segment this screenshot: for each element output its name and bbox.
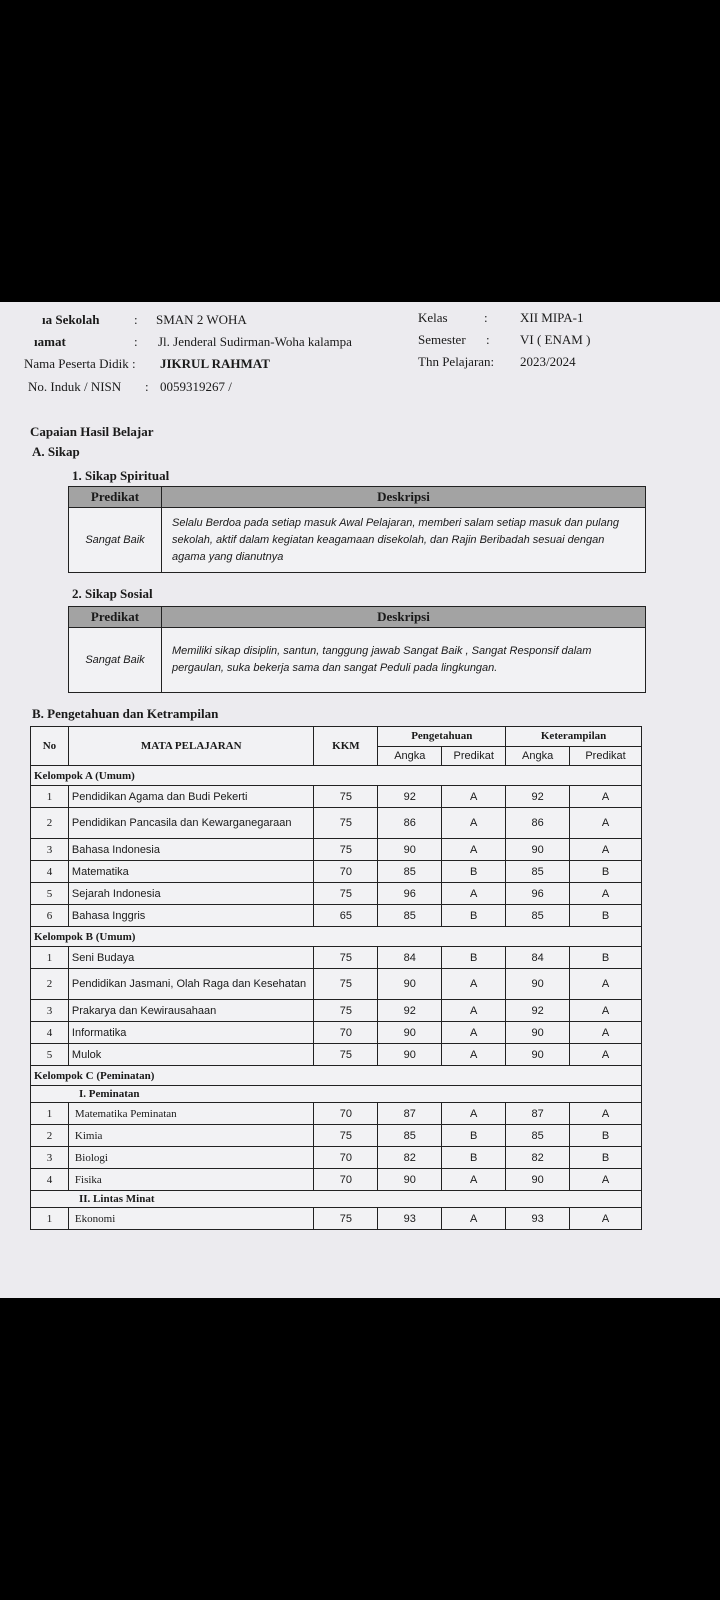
cell-p-predikat: B	[442, 905, 506, 927]
cell-k-predikat: B	[570, 1147, 642, 1169]
class-label: Kelas	[418, 310, 448, 325]
cell-mapel: Biologi	[68, 1147, 314, 1169]
kelompok-c-header-label: Kelompok C (Peminatan)	[31, 1066, 642, 1086]
cell-mapel: Sejarah Indonesia	[68, 883, 314, 905]
cell-k-predikat: A	[570, 1103, 642, 1125]
table-row	[31, 1125, 642, 1147]
nilai-table	[30, 726, 642, 1230]
cell-p-angka: 90	[378, 839, 442, 861]
cell-mapel: Matematika Peminatan	[68, 1103, 314, 1125]
cell-no: 3	[31, 1147, 69, 1169]
table-row	[31, 905, 642, 927]
header-no: No	[31, 727, 69, 766]
col-deskripsi: Deskripsi	[162, 487, 646, 508]
cell-k-predikat: B	[570, 947, 642, 969]
table-row	[31, 808, 642, 839]
cell-no: 2	[31, 808, 69, 839]
table-row	[31, 1000, 642, 1022]
cell-p-predikat: A	[442, 1044, 506, 1066]
cell-kkm: 70	[314, 1103, 378, 1125]
cell-p-predikat: A	[442, 1103, 506, 1125]
peminatan-header	[31, 1086, 642, 1103]
cell-mapel: Informatika	[68, 1022, 314, 1044]
kelompok-a-header	[31, 766, 642, 786]
cell-k-angka: 84	[506, 947, 570, 969]
cell-p-angka: 86	[378, 808, 442, 839]
cell-kkm: 75	[314, 1125, 378, 1147]
cell-mapel: Mulok	[68, 1044, 314, 1066]
cell-no: 4	[31, 1022, 69, 1044]
lintas-minat-header-label: II. Lintas Minat	[31, 1191, 642, 1208]
cell-k-angka: 96	[506, 883, 570, 905]
peminatan-header-label: I. Peminatan	[31, 1086, 642, 1103]
cell-no: 2	[31, 969, 69, 1000]
cell-mapel: Bahasa Indonesia	[68, 839, 314, 861]
cell-p-angka: 92	[378, 786, 442, 808]
cell-k-angka: 85	[506, 905, 570, 927]
cell-no: 3	[31, 839, 69, 861]
cell-p-angka: 90	[378, 1022, 442, 1044]
cell-p-angka: 87	[378, 1103, 442, 1125]
cell-k-predikat: B	[570, 861, 642, 883]
semester-value: VI ( ENAM )	[520, 332, 591, 347]
semester-separator: :	[486, 332, 490, 347]
cell-mapel: Bahasa Inggris	[68, 905, 314, 927]
sikap-title: A. Sikap	[32, 444, 80, 459]
cell-k-angka: 90	[506, 969, 570, 1000]
school-label: ıa Sekolah	[42, 312, 100, 327]
cell-p-predikat: A	[442, 839, 506, 861]
cell-no: 1	[31, 1208, 69, 1230]
cell-kkm: 75	[314, 786, 378, 808]
cell-k-angka: 90	[506, 1044, 570, 1066]
cell-k-predikat: A	[570, 808, 642, 839]
cell-mapel: Kimia	[68, 1125, 314, 1147]
sikap-sosial-table	[68, 606, 646, 693]
cell-k-angka: 90	[506, 839, 570, 861]
header-k-angka: Angka	[506, 746, 570, 766]
cell-kkm: 75	[314, 1208, 378, 1230]
cell-p-predikat: A	[442, 883, 506, 905]
cell-mapel: Seni Budaya	[68, 947, 314, 969]
kelompok-b-header-label: Kelompok B (Umum)	[31, 927, 642, 947]
cell-p-angka: 85	[378, 905, 442, 927]
cell-no: 6	[31, 905, 69, 927]
cell-kkm: 75	[314, 1000, 378, 1022]
nilai-title: B. Pengetahuan dan Ketrampilan	[32, 706, 219, 721]
cell-p-predikat: A	[442, 969, 506, 1000]
cell-p-angka: 85	[378, 861, 442, 883]
spiritual-predikat: Sangat Baik	[69, 508, 162, 573]
cell-k-angka: 92	[506, 1000, 570, 1022]
cell-no: 1	[31, 947, 69, 969]
cell-k-angka: 85	[506, 861, 570, 883]
cell-p-angka: 90	[378, 969, 442, 1000]
cell-mapel: Pendidikan Jasmani, Olah Raga dan Kesehatan	[68, 969, 314, 1000]
school-separator: :	[134, 312, 138, 327]
cell-p-angka: 93	[378, 1208, 442, 1230]
cell-k-predikat: A	[570, 786, 642, 808]
cell-no: 2	[31, 1125, 69, 1147]
cell-p-predikat: A	[442, 1208, 506, 1230]
cell-k-predikat: A	[570, 969, 642, 1000]
nisn-label: No. Induk / NISN	[28, 379, 122, 394]
cell-no: 1	[31, 786, 69, 808]
cell-kkm: 70	[314, 1169, 378, 1191]
cell-mapel: Matematika	[68, 861, 314, 883]
cell-k-predikat: B	[570, 905, 642, 927]
address-label: ıamat	[34, 334, 66, 349]
table-row	[31, 786, 642, 808]
semester-label: Semester	[418, 332, 466, 347]
table-row	[31, 839, 642, 861]
address-separator: :	[134, 334, 138, 349]
cell-kkm: 75	[314, 1044, 378, 1066]
col-deskripsi: Deskripsi	[162, 607, 646, 628]
cell-no: 5	[31, 1044, 69, 1066]
cell-mapel: Pendidikan Agama dan Budi Pekerti	[68, 786, 314, 808]
section-title: Capaian Hasil Belajar	[30, 424, 154, 439]
cell-p-angka: 92	[378, 1000, 442, 1022]
cell-kkm: 75	[314, 883, 378, 905]
cell-p-angka: 90	[378, 1044, 442, 1066]
cell-p-predikat: A	[442, 786, 506, 808]
cell-k-angka: 93	[506, 1208, 570, 1230]
sikap-spiritual-table	[68, 486, 646, 573]
header-p-predikat: Predikat	[442, 746, 506, 766]
report-card-paper	[0, 302, 720, 1298]
table-row	[31, 969, 642, 1000]
header-kkm: KKM	[314, 727, 378, 766]
cell-p-predikat: B	[442, 1147, 506, 1169]
col-predikat: Predikat	[69, 487, 162, 508]
cell-no: 4	[31, 1169, 69, 1191]
cell-k-angka: 90	[506, 1022, 570, 1044]
cell-k-predikat: A	[570, 1208, 642, 1230]
nisn-value: 0059319267 /	[160, 379, 232, 394]
table-row	[31, 1044, 642, 1066]
kelompok-c-header	[31, 1066, 642, 1086]
cell-p-predikat: B	[442, 861, 506, 883]
cell-kkm: 70	[314, 1147, 378, 1169]
cell-no: 1	[31, 1103, 69, 1125]
cell-p-predikat: A	[442, 808, 506, 839]
cell-k-angka: 85	[506, 1125, 570, 1147]
nisn-separator: :	[145, 379, 149, 394]
cell-mapel: Ekonomi	[68, 1208, 314, 1230]
cell-no: 5	[31, 883, 69, 905]
cell-no: 4	[31, 861, 69, 883]
sosial-deskripsi: Memiliki sikap disiplin, santun, tanggung jawab Sangat Baik , Sangat Responsif dalam pergaulan, suka bekerja sama dan sangat Peduli pada lingkungan.	[162, 628, 646, 693]
cell-p-angka: 82	[378, 1147, 442, 1169]
cell-k-predikat: A	[570, 1022, 642, 1044]
header-k-predikat: Predikat	[570, 746, 642, 766]
table-row	[31, 1147, 642, 1169]
cell-kkm: 70	[314, 861, 378, 883]
cell-p-angka: 96	[378, 883, 442, 905]
table-row	[31, 1169, 642, 1191]
cell-k-angka: 82	[506, 1147, 570, 1169]
cell-p-predikat: A	[442, 1022, 506, 1044]
cell-kkm: 65	[314, 905, 378, 927]
table-row	[31, 883, 642, 905]
sikap-spiritual-title: 1. Sikap Spiritual	[72, 468, 170, 483]
cell-k-predikat: A	[570, 1000, 642, 1022]
table-row	[31, 1103, 642, 1125]
sosial-predikat: Sangat Baik	[69, 628, 162, 693]
kelompok-b-header	[31, 927, 642, 947]
cell-mapel: Pendidikan Pancasila dan Kewarganegaraan	[68, 808, 314, 839]
class-value: XII MIPA-1	[520, 310, 584, 325]
table-row	[31, 1208, 642, 1230]
table-row	[31, 947, 642, 969]
header-keterampilan: Keterampilan	[506, 727, 642, 747]
cell-k-angka: 86	[506, 808, 570, 839]
cell-kkm: 75	[314, 808, 378, 839]
cell-p-predikat: A	[442, 1000, 506, 1022]
spiritual-deskripsi: Selalu Berdoa pada setiap masuk Awal Pelajaran, memberi salam setiap masuk dan pulang sekolah, aktif dalam kegiatan keagamaan disekolah, dan Rajin Beribadah sesuai dengan agama yang dianutnya	[162, 508, 646, 573]
cell-k-angka: 90	[506, 1169, 570, 1191]
year-value: 2023/2024	[520, 354, 576, 369]
cell-k-angka: 92	[506, 786, 570, 808]
address-value: Jl. Jenderal Sudirman-Woha kalampa	[158, 334, 352, 349]
cell-mapel: Prakarya dan Kewirausahaan	[68, 1000, 314, 1022]
header-pengetahuan: Pengetahuan	[378, 727, 506, 747]
cell-k-predikat: A	[570, 1169, 642, 1191]
cell-p-angka: 90	[378, 1169, 442, 1191]
year-label: Thn Pelajaran:	[418, 354, 495, 369]
student-name: JIKRUL RAHMAT	[160, 356, 270, 371]
cell-k-predikat: A	[570, 839, 642, 861]
school-value: SMAN 2 WOHA	[156, 312, 247, 327]
kelompok-a-header-label: Kelompok A (Umum)	[31, 766, 642, 786]
sikap-sosial-title: 2. Sikap Sosial	[72, 586, 153, 601]
cell-k-angka: 87	[506, 1103, 570, 1125]
cell-kkm: 75	[314, 947, 378, 969]
cell-kkm: 75	[314, 969, 378, 1000]
cell-k-predikat: B	[570, 1125, 642, 1147]
cell-k-predikat: A	[570, 883, 642, 905]
class-separator: :	[484, 310, 488, 325]
cell-k-predikat: A	[570, 1044, 642, 1066]
col-predikat: Predikat	[69, 607, 162, 628]
cell-p-angka: 84	[378, 947, 442, 969]
table-row	[31, 861, 642, 883]
student-label: Nama Peserta Didik :	[24, 356, 136, 371]
cell-p-angka: 85	[378, 1125, 442, 1147]
table-row	[31, 1022, 642, 1044]
cell-p-predikat: B	[442, 947, 506, 969]
cell-mapel: Fisika	[68, 1169, 314, 1191]
lintas-minat-header	[31, 1191, 642, 1208]
cell-p-predikat: B	[442, 1125, 506, 1147]
cell-p-predikat: A	[442, 1169, 506, 1191]
cell-kkm: 75	[314, 839, 378, 861]
header-p-angka: Angka	[378, 746, 442, 766]
cell-kkm: 70	[314, 1022, 378, 1044]
header-mapel: MATA PELAJARAN	[68, 727, 314, 766]
cell-no: 3	[31, 1000, 69, 1022]
